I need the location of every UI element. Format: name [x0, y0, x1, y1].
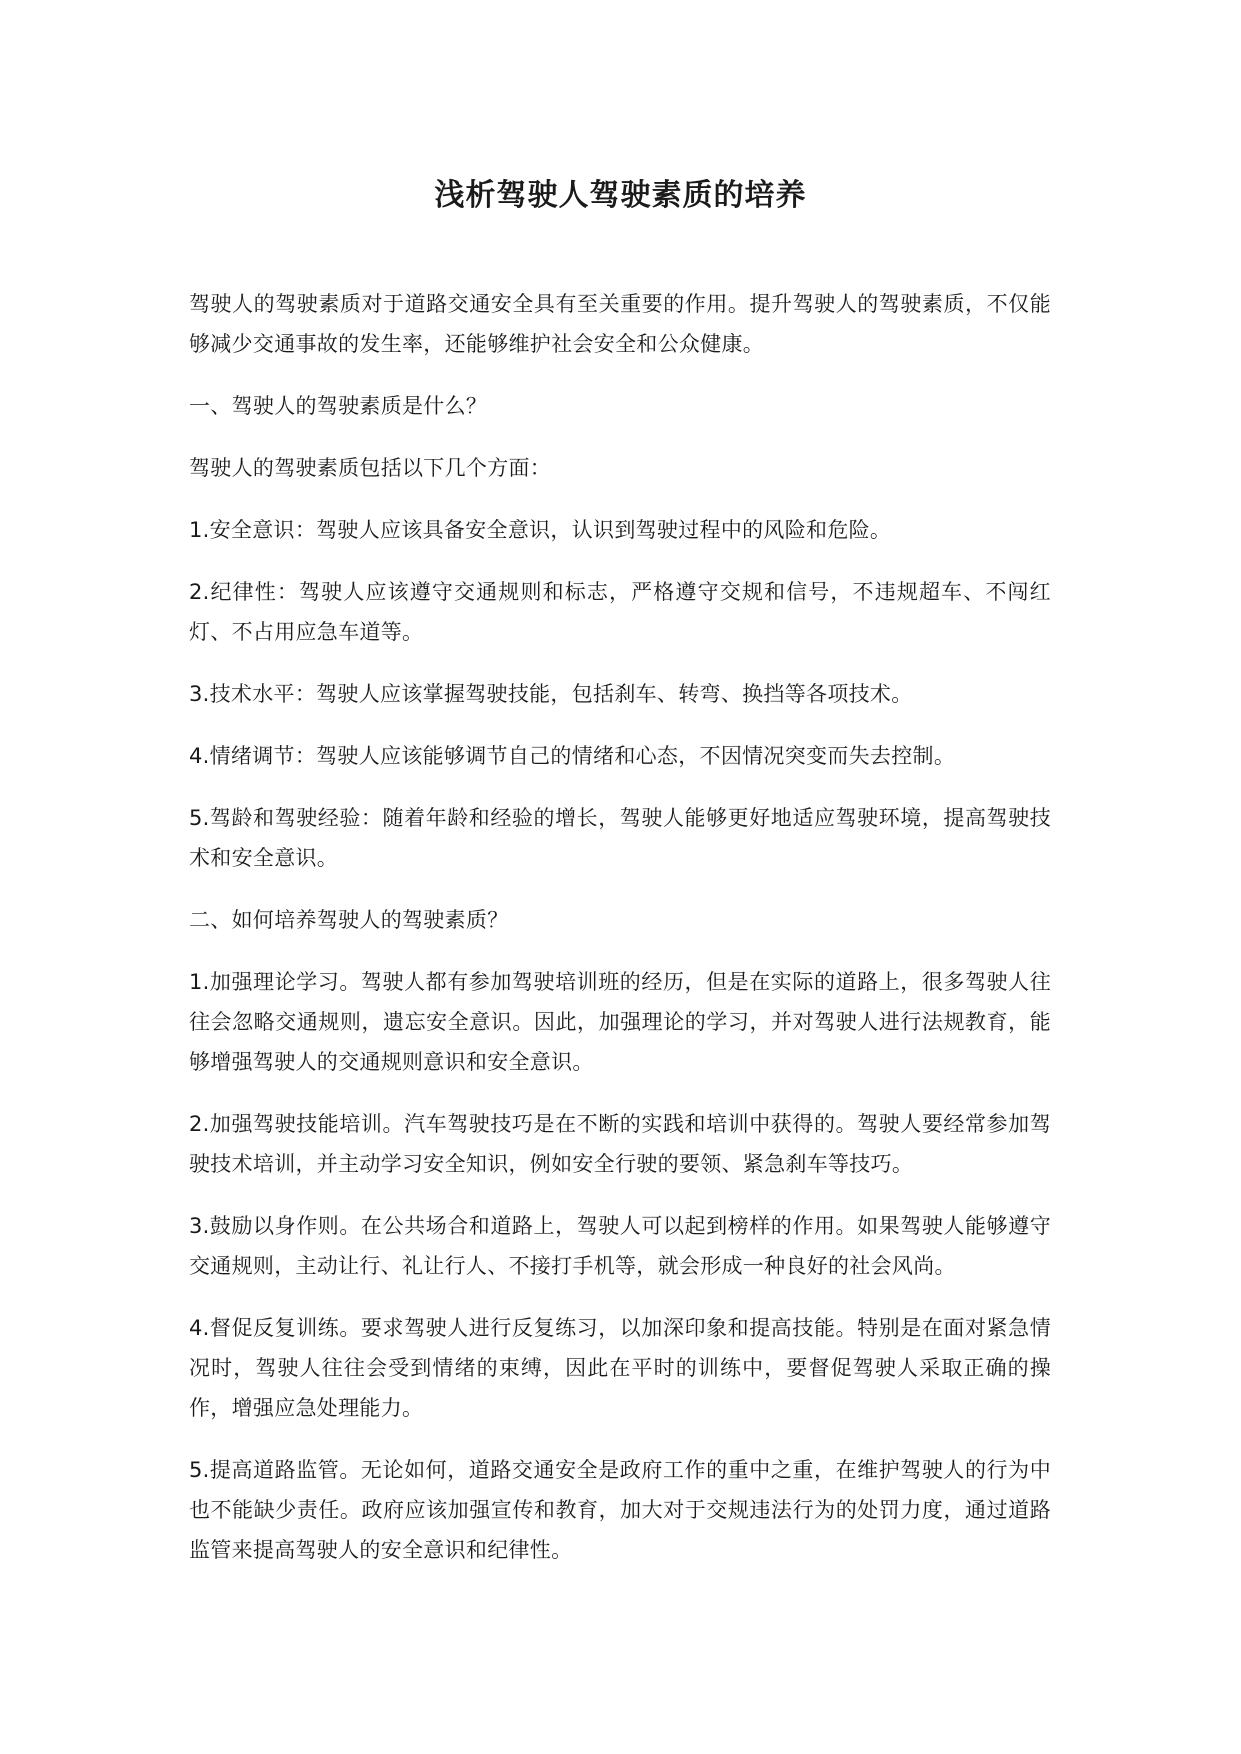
list-item: 2.纪律性：驾驶人应该遵守交通规则和标志，严格遵守交规和信号，不违规超车、不闯红灯、不占用应急车道等。 — [189, 580, 1051, 644]
list-item: 5.驾龄和驾驶经验：随着年龄和经验的增长，驾驶人能够更好地适应驾驶环境，提高驾驶技术和安全意识。 — [189, 806, 1051, 870]
list-item: 3.鼓励以身作则。在公共场合和道路上，驾驶人可以起到榜样的作用。如果驾驶人能够遵守交通规则，主动让行、礼让行人、不接打手机等，就会形成一种良好的社会风尚。 — [189, 1214, 1051, 1278]
list-item: 3.技术水平：驾驶人应该掌握驾驶技能，包括刹车、转弯、换挡等各项技术。 — [189, 682, 913, 706]
list-item: 5.提高道路监管。无论如何，道路交通安全是政府工作的重中之重，在维护驾驶人的行为中也不能缺少责任。政府应该加强宣传和教育，加大对于交规违法行为的处罚力度，通过道路监管来提高驾驶人的安全意识和纪律性。 — [189, 1458, 1051, 1562]
paragraph-intro: 驾驶人的驾驶素质对于道路交通安全具有至关重要的作用。提升驾驶人的驾驶素质，不仅能够减少交通事故的发生率，还能够维护社会安全和公众健康。 — [189, 292, 1051, 356]
section-heading-1: 一、驾驶人的驾驶素质是什么？ — [189, 394, 488, 418]
list-item: 4.情绪调节：驾驶人应该能够调节自己的情绪和心态，不因情况突变而失去控制。 — [189, 744, 956, 768]
list-item: 4.督促反复训练。要求驾驶人进行反复练习，以加深印象和提高技能。特别是在面对紧急情况时，驾驶人往往会受到情绪的束缚，因此在平时的训练中，要督促驾驶人采取正确的操作，增强应急处理能力。 — [189, 1316, 1051, 1420]
list-item: 1.安全意识：驾驶人应该具备安全意识，认识到驾驶过程中的风险和危险。 — [189, 518, 892, 542]
list-item: 2.加强驾驶技能培训。汽车驾驶技巧是在不断的实践和培训中获得的。驾驶人要经常参加驾驶技术培训，并主动学习安全知识，例如安全行驶的要领、紧急刹车等技巧。 — [189, 1112, 1051, 1176]
section-heading-2: 二、如何培养驾驶人的驾驶素质？ — [189, 908, 509, 932]
paragraph: 驾驶人的驾驶素质包括以下几个方面： — [189, 456, 552, 480]
list-item: 1.加强理论学习。驾驶人都有参加驾驶培训班的经历，但是在实际的道路上，很多驾驶人往往会忽略交通规则，遗忘安全意识。因此，加强理论的学习，并对驾驶人进行法规教育，能够增强驾驶人的交通规则意识和安全意识。 — [189, 970, 1051, 1074]
document-body — [189, 284, 1051, 1592]
document-title: 浅析驾驶人驾驶素质的培养 — [434, 178, 807, 213]
